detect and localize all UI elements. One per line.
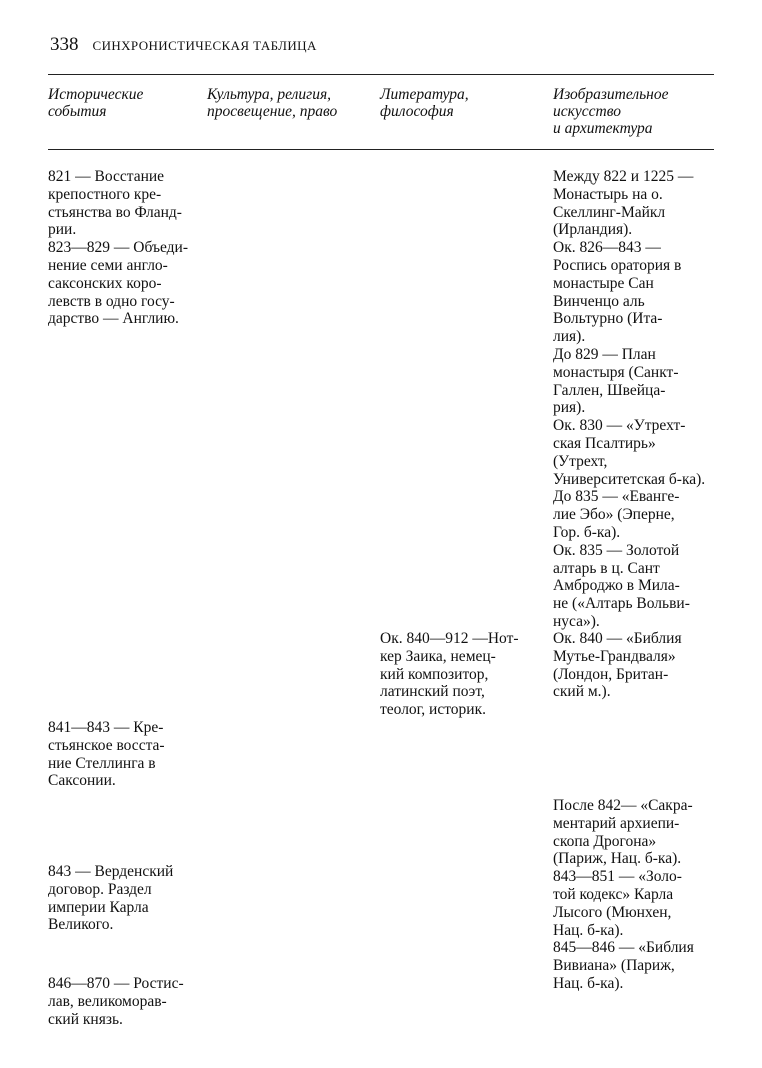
column-header-culture-religion: Культура, религия, просвещение, право xyxy=(207,86,338,120)
column-header-fine-arts: Изобразительное искусство и архитектура xyxy=(553,86,669,137)
page-header xyxy=(50,34,317,56)
literature-entry: Ок. 840—912 —Нот- кер Заика, немец- кий композитор, латинский поэт, теолог, историк. xyxy=(380,630,519,719)
art-entry: После 842— «Сакра- ментарий архиепи- скопа Дрогона» (Париж, Нац. б-ка). 843—851 — «Золо- той кодекс» Карла Лысого (Мюнхен, Нац. б-ка). 845—846 — «Библия Вивиана» (Париж, Нац. б-ка). xyxy=(553,797,694,992)
running-title: СИНХРОНИСТИЧЕСКАЯ ТАБЛИЦА xyxy=(92,38,317,53)
historical-entry: 841—843 — Кре- стьянское восста- ние Стеллинга в Саксонии. xyxy=(48,719,165,790)
historical-entry: 846—870 — Ростис- лав, великоморав- ский князь. xyxy=(48,975,184,1028)
historical-entry: 821 — Восстание крепостного кре- стьянства во Фланд- рии. 823—829 — Объеди- нение семи англо- саксонских коро- левств в одно госу- дарство — Англию. xyxy=(48,168,188,328)
page-number: 338 xyxy=(50,34,79,55)
column-header-historical-events: Исторические события xyxy=(48,86,144,120)
header-bottom-rule xyxy=(48,149,714,150)
column-header-literature: Литература, философия xyxy=(380,86,469,120)
art-entry: Ок. 840 — «Библия Мутье-Грандваля» (Лондон, Британ- ский м.). xyxy=(553,630,682,701)
historical-entry: 843 — Верденский договор. Раздел империи Карла Великого. xyxy=(48,863,174,934)
header-top-rule xyxy=(48,74,714,75)
art-entry: Между 822 и 1225 — Монастырь на о. Скеллинг-Майкл (Ирландия). Ок. 826—843 — Роспись оратория в монастыре Сан Винченцо аль Вольтурно (Ита- лия). До 829 — План монастыря (Санкт- Галлен, Швейца- рия). Ок. 830 — «Утрехт- ская Псалтирь» (Утрехт, Университетская б-ка). До 835 — «Еванге- лие Эбо» (Эперне, Гор. б-ка). Ок. 835 — Золотой алтарь в ц. Сант Амброджо в Мила- не («Алтарь Вольви- нуса»). xyxy=(553,168,706,630)
